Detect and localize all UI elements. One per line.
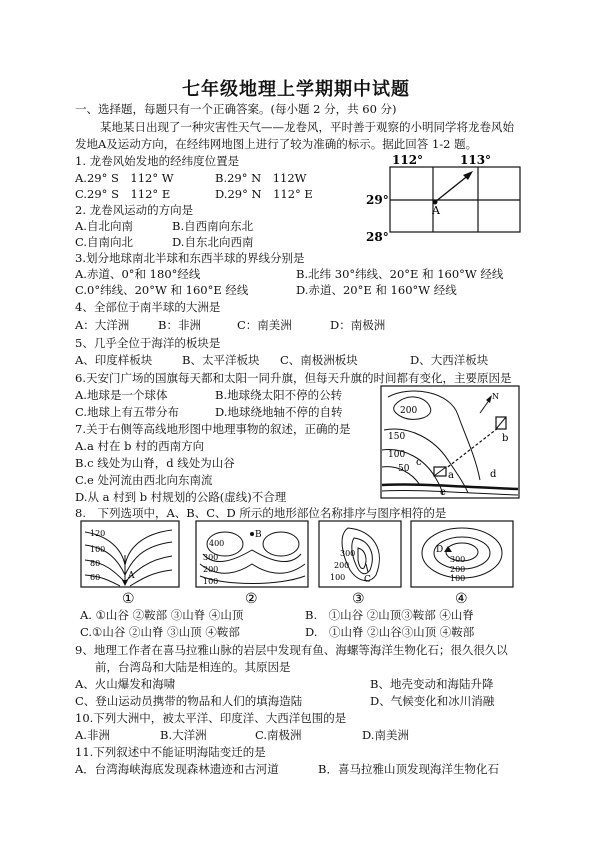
intro-line-2: 发地A及运动方向，在经纬网地图上进行了较为准确的标示。据此回答 1-2 题。	[75, 137, 478, 151]
q10-option-b[interactable]: B.大洋洲	[160, 728, 207, 742]
page-title: 七年级地理上学期期中试题	[182, 79, 410, 100]
q10-stem: 10.下列大洲中，被太平洋、印度洋、大西洋包围的是	[75, 711, 347, 725]
q1-option-b[interactable]: B.29° N 112W	[215, 171, 307, 185]
q9-option-a[interactable]: A、火山爆发和海啸	[75, 677, 176, 691]
q10-option-a[interactable]: A.非洲	[75, 728, 110, 742]
fig8-4-label-200: 200	[450, 565, 466, 574]
fig8-4-label-300: 300	[450, 555, 466, 564]
q9-option-b[interactable]: B、地壳变动和海陆升降	[370, 677, 494, 691]
q4-option-a[interactable]: A：大洋洲	[75, 318, 130, 332]
intro-line-1: 某地某日出现了一种灾害性天气——龙卷风，平时善于观察的小明同学将龙卷风始	[100, 120, 514, 134]
q1-option-c[interactable]: C.29° S 112° E	[75, 187, 171, 201]
q5-option-c[interactable]: C、南极洲板块	[280, 353, 358, 367]
label-c: c	[416, 457, 422, 468]
contour-label-100: 100	[388, 450, 406, 460]
fig8-2-point-b: B	[255, 530, 262, 540]
contour-topo-map	[380, 385, 520, 500]
lat-label-28: 28°	[366, 230, 389, 244]
q7-option-d[interactable]: D.从 a 村到 b 村规划的公路(虚线)不合理	[75, 490, 287, 504]
fig8-4-number: ④	[455, 591, 468, 607]
q6-option-c[interactable]: C.地球上有五带分布	[75, 405, 180, 419]
q8-option-b[interactable]: B. ①山谷 ②山顶③鞍部 ④山脊	[305, 608, 474, 622]
q6-stem: 6.天安门广场的国旗每天都和太阳一同升旗，但每天升旗的时间都有变化，主要原因是	[75, 371, 512, 385]
q6-option-b[interactable]: B.地球绕太阳不停的公转	[215, 388, 343, 402]
q3-option-b[interactable]: B.北纬 30°纬线、20°E 和 160°W 经线	[296, 267, 504, 281]
lon-label-112: 112°	[392, 153, 424, 167]
q3-stem: 3.划分地球南北半球和东西半球的界线分别是	[75, 251, 305, 265]
q3-option-c[interactable]: C.0°纬线、20°W 和 160°E 经线	[75, 283, 249, 297]
fig8-3-label-200: 200	[334, 561, 350, 570]
q6-option-a[interactable]: A.地球是一个球体	[75, 388, 168, 402]
fig8-1-label-60: 60	[90, 573, 101, 582]
q7-stem: 7.关于右侧等高线地形图中地理事物的叙述，正确的是	[75, 422, 351, 436]
q9-option-c[interactable]: C、登山运动员携带的物品和人们的填海造陆	[75, 694, 303, 708]
q11-option-b[interactable]: B．喜马拉雅山顶发现海洋生物化石	[318, 762, 499, 776]
contour-label-150: 150	[388, 432, 406, 442]
fig8-panel-4	[410, 520, 515, 610]
fig8-1-number: ①	[122, 591, 135, 607]
q9-stem-line-2: 前，台湾岛和大陆是相连的。其原因是	[95, 660, 291, 674]
fig8-2-label-300: 300	[203, 553, 219, 562]
lat-long-grid-map	[360, 152, 535, 247]
q8-option-a[interactable]: A. ①山谷 ②鞍部 ③山脊 ④山顶	[80, 608, 244, 622]
q10-option-c[interactable]: C.南极洲	[255, 728, 302, 742]
fig8-3-number: ③	[352, 591, 365, 607]
fig8-1-point-a: A	[128, 571, 135, 581]
q2-option-a[interactable]: A.自北向南	[75, 219, 133, 233]
q7-option-c[interactable]: C.e 处河流由西北向东南流	[75, 473, 213, 487]
q9-option-d[interactable]: D、气候变化和冰川消融	[370, 694, 495, 708]
section-heading: 一、选择题，每题只有一个正确答案。(每小题 2 分，共 60 分)	[75, 102, 397, 116]
fig8-2-number: ②	[245, 591, 258, 607]
q11-stem: 11.下列叙述中不能证明海陆变迁的是	[75, 745, 266, 759]
fig8-panel-1	[80, 520, 180, 610]
contour-label-200: 200	[400, 406, 418, 416]
q10-option-d[interactable]: D.南美洲	[362, 728, 409, 742]
q9-stem-line-1: 9、地理工作者在喜马拉雅山脉的岩层中发现有鱼、海螺等海洋生物化石；很久很久以	[75, 643, 508, 657]
q2-option-b[interactable]: B.自西南向东北	[172, 219, 254, 233]
q11-option-a[interactable]: A．台湾海峡海底发现森林遗迹和古河道	[75, 762, 279, 776]
q3-option-d[interactable]: D.赤道、20°E 和 160°W 经线	[296, 283, 457, 297]
fig8-3-label-300: 300	[340, 549, 356, 558]
q2-option-c[interactable]: C.自南向北	[75, 235, 134, 249]
q4-stem: 4、全部位于南半球的大洲是	[75, 300, 221, 314]
fig8-4-point-d: D	[436, 545, 444, 555]
fig8-2-label-100: 100	[203, 577, 219, 586]
fig8-panel-2	[195, 520, 310, 610]
village-a-label: a	[448, 470, 454, 481]
q1-option-d[interactable]: D.29° N 112° E	[215, 187, 313, 201]
fig8-2-label-200: 200	[203, 565, 219, 574]
fig8-1-label-80: 80	[90, 559, 101, 568]
fig8-3-label-100: 100	[330, 573, 346, 582]
q4-option-d[interactable]: D：南极洲	[330, 318, 386, 332]
q5-option-b[interactable]: B、太平洋板块	[182, 353, 260, 367]
label-d: d	[490, 469, 497, 480]
contour-label-50: 50	[398, 464, 410, 474]
q2-stem: 2. 龙卷风运动的方向是	[75, 203, 194, 217]
fig8-1-label-100: 100	[90, 545, 106, 554]
fig8-panel-3	[318, 520, 403, 610]
q2-option-d[interactable]: D.自东北向西南	[172, 235, 254, 249]
q5-option-d[interactable]: D、大西洋板块	[410, 353, 489, 367]
point-a-label: A	[432, 204, 440, 217]
q6-option-d[interactable]: D.地球绕地轴不停的自转	[215, 405, 343, 419]
q7-option-a[interactable]: A.a 村在 b 村的西南方向	[75, 439, 205, 453]
tornado-direction-arrow	[435, 174, 470, 202]
q8-option-c[interactable]: C.①山谷 ②山脊 ③山顶 ④鞍部	[80, 625, 240, 639]
label-e: e	[440, 487, 446, 498]
fig8-3-point-c: C	[364, 575, 371, 585]
q4-option-b[interactable]: B：非洲	[158, 318, 201, 332]
fig8-1-label-120: 120	[90, 529, 106, 538]
q7-option-b[interactable]: B.c 线处为山脊，d 线处为山谷	[75, 456, 235, 470]
q8-option-d[interactable]: D. ①山脊 ②山谷③山顶 ④鞍部	[305, 625, 475, 639]
north-label: N	[492, 392, 499, 401]
fig8-2-label-400: 400	[209, 539, 225, 548]
village-b-label: b	[502, 433, 509, 444]
q3-option-a[interactable]: A.赤道、0°和 180°经线	[75, 267, 201, 281]
q5-option-a[interactable]: A、印度样板块	[75, 353, 153, 367]
fig8-4-label-100: 100	[450, 574, 466, 583]
q1-stem: 1. 龙卷风始发地的经纬度位置是	[75, 154, 240, 168]
q8-stem: 8. 下列选项中，A、B、C、D 所示的地形部位名称排序与图序相符的是	[75, 506, 447, 520]
q5-stem: 5、几乎全位于海洋的板块是	[75, 336, 221, 350]
q1-option-a[interactable]: A.29° S 112° W	[75, 171, 174, 185]
q4-option-c[interactable]: C：南美洲	[237, 318, 292, 332]
lat-label-29: 29°	[366, 193, 389, 207]
lon-label-113: 113°	[460, 153, 492, 167]
